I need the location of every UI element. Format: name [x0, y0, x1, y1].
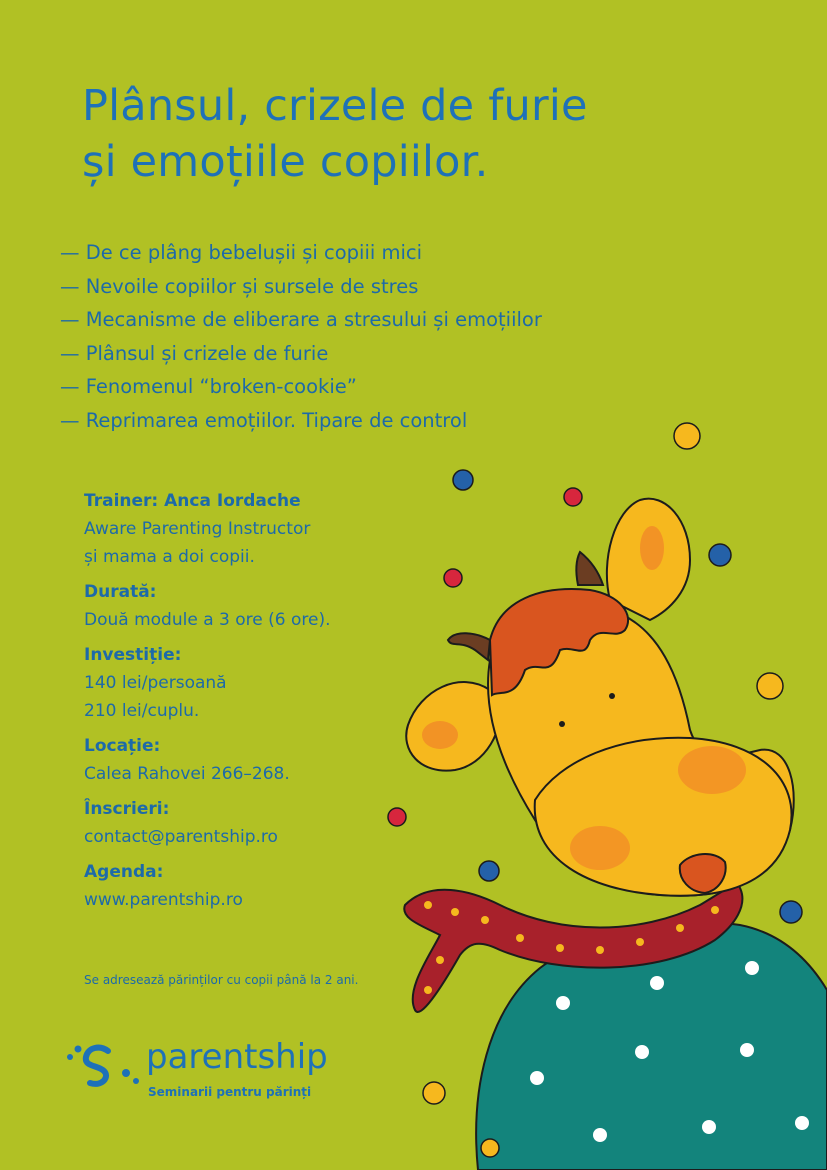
location-label: Locație:: [84, 736, 161, 756]
parentship-logo-icon: [64, 1043, 144, 1087]
title-line-1: Plânsul, crizele de furie: [82, 81, 588, 131]
investment-label: Investiție:: [84, 645, 182, 665]
eye-left: [559, 721, 565, 727]
right-horn: [576, 552, 603, 585]
topic-item: — Plânsul și crizele de furie: [60, 337, 542, 371]
topic-item: — De ce plâng bebelușii și copiii mici: [60, 236, 542, 270]
ear-inner-right: [640, 526, 664, 570]
brand-name: parentship: [146, 1037, 328, 1077]
contact-email-link[interactable]: contact@parentship.ro: [84, 827, 278, 847]
topic-item: — Reprimarea emoțiilor. Tipare de control: [60, 404, 542, 438]
eye-right: [609, 693, 615, 699]
duration-label: Durată:: [84, 582, 157, 602]
title-line-2: și emoțiile copiilor.: [82, 137, 489, 187]
website-link[interactable]: www.parentship.ro: [84, 890, 243, 910]
agenda-label: Agenda:: [84, 862, 164, 882]
topic-item: — Mecanisme de eliberare a stresului și emoțiilor: [60, 303, 542, 337]
signup-label: Înscrieri:: [84, 799, 170, 819]
trainer-title: Aware Parenting Instructor: [84, 519, 311, 539]
location-value: Calea Rahovei 266–268.: [84, 764, 290, 784]
price-per-person: 140 lei/persoană: [84, 673, 227, 693]
topic-item: — Nevoile copiilor și sursele de stres: [60, 270, 542, 304]
cheek-right: [678, 746, 746, 794]
trainer-label: Trainer: Anca Iordache: [84, 491, 301, 511]
duration-value: Două module a 3 ore (6 ore).: [84, 610, 331, 630]
cheek-left: [570, 826, 630, 870]
left-horn: [448, 633, 490, 660]
trainer-description: și mama a doi copii.: [84, 547, 255, 567]
audience-note: Se adresează părinților cu copii până la 2 ani.: [84, 973, 359, 987]
topic-item: — Fenomenul “broken-cookie”: [60, 370, 542, 404]
price-per-couple: 210 lei/cuplu.: [84, 701, 200, 721]
event-details: [84, 488, 444, 914]
brand-tagline: Seminarii pentru părinți: [148, 1085, 312, 1099]
